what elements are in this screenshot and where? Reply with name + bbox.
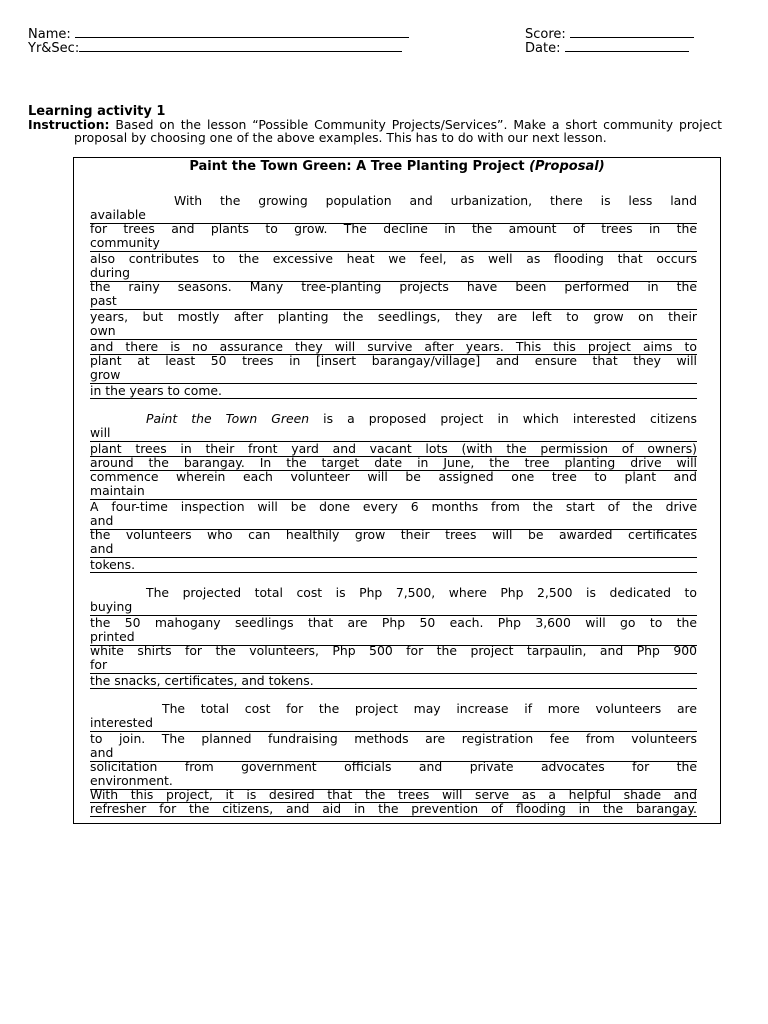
proposal-line bbox=[90, 586, 697, 616]
name-blank[interactable] bbox=[75, 26, 409, 38]
proposal-line bbox=[90, 732, 697, 762]
proposal-line bbox=[90, 470, 697, 500]
date-field bbox=[525, 40, 689, 56]
proposal-title: Paint the Town Green: A Tree Planting Project (Proposal) bbox=[189, 159, 605, 174]
line-text: refresher for the citizens, and aid in the prevention of flooding in the barangay. bbox=[90, 801, 697, 816]
line-wrap-text: maintain bbox=[90, 483, 145, 498]
line-wrap-text: and bbox=[90, 541, 114, 556]
line-text: white shirts for the volunteers, Php 500 for the project tarpaulin, and Php 900 bbox=[90, 643, 697, 658]
proposal-line bbox=[90, 310, 697, 340]
line-text: tokens. bbox=[90, 557, 136, 572]
proposal-line bbox=[90, 194, 697, 224]
date-label: Date: bbox=[525, 41, 561, 56]
proposal-line bbox=[90, 760, 697, 790]
proposal-line bbox=[90, 702, 697, 732]
yrsec-label: Yr&Sec: bbox=[28, 41, 80, 56]
proposal-line bbox=[90, 558, 697, 573]
score-label: Score: bbox=[525, 27, 566, 42]
proposal-line bbox=[90, 384, 697, 399]
line-wrap-text: past bbox=[90, 293, 117, 308]
instruction bbox=[28, 118, 722, 144]
line-wrap-text: and bbox=[90, 745, 114, 760]
line-wrap-text: buying bbox=[90, 599, 133, 614]
proposal-line bbox=[90, 500, 697, 530]
date-blank[interactable] bbox=[565, 40, 689, 52]
line-wrap-text: for bbox=[90, 657, 108, 672]
line-text: solicitation from government officials and private advocates for the bbox=[90, 759, 697, 774]
line-text: the rainy seasons. Many tree-planting projects have been performed in the bbox=[90, 279, 697, 294]
line-text: With this project, it is desired that the trees will serve as a helpful shade and bbox=[90, 787, 697, 802]
proposal-box bbox=[73, 157, 721, 824]
line-text: the 50 mahogany seedlings that are Php 50 each. Php 3,600 will go to the bbox=[90, 615, 697, 630]
line-wrap-text: environment. bbox=[90, 773, 173, 788]
line-text: The total cost for the project may increase if more volunteers are bbox=[162, 701, 697, 716]
proposal-line bbox=[90, 674, 697, 689]
line-wrap-text: community bbox=[90, 235, 160, 250]
line-text: plant at least 50 trees in [insert barangay/village] and ensure that they will bbox=[90, 353, 697, 368]
line-text: Paint the Town Green is a proposed project in which interested citizens bbox=[146, 411, 697, 426]
score-blank[interactable] bbox=[570, 26, 694, 38]
proposal-line bbox=[90, 616, 697, 646]
line-text: The projected total cost is Php 7,500, where Php 2,500 is dedicated to bbox=[146, 585, 697, 600]
line-text: With the growing population and urbanization, there is less land bbox=[174, 193, 697, 208]
proposal-line bbox=[90, 354, 697, 384]
line-wrap-text: and bbox=[90, 513, 114, 528]
proposal-line bbox=[90, 528, 697, 558]
activity-title: Learning activity 1 bbox=[28, 104, 166, 119]
line-wrap-text: printed bbox=[90, 629, 135, 644]
line-wrap-text: during bbox=[90, 265, 130, 280]
line-text: for trees and plants to grow. The decline in the amount of trees in the bbox=[90, 221, 697, 236]
line-wrap-text: will bbox=[90, 425, 111, 440]
yrsec-blank[interactable] bbox=[79, 40, 402, 52]
line-text: A four-time inspection will be done every 6 months from the start of the drive bbox=[90, 499, 697, 514]
line-text: in the years to come. bbox=[90, 383, 222, 398]
proposal-line bbox=[90, 252, 697, 282]
yrsec-field bbox=[28, 40, 402, 56]
line-text: and there is no assurance they will survive after years. This this project aims to bbox=[90, 339, 697, 354]
instruction-text: Based on the lesson “Possible Community Projects/Services”. Make a short community project proposal by choosing one of the above examples. This has to do with our next lesson. bbox=[74, 117, 722, 145]
line-text: to join. The planned fundraising methods are registration fee from volunteers bbox=[90, 731, 697, 746]
proposal-line bbox=[90, 644, 697, 674]
line-wrap-text: available bbox=[90, 207, 146, 222]
proposal-line bbox=[90, 222, 697, 252]
line-text: also contributes to the excessive heat we feel, as well as flooding that occurs bbox=[90, 251, 697, 266]
instruction-label: Instruction: bbox=[28, 117, 110, 132]
line-wrap-text: grow bbox=[90, 367, 121, 382]
proposal-line bbox=[90, 412, 697, 442]
line-text: around the barangay. In the target date in June, the tree planting drive will bbox=[90, 455, 697, 470]
line-text: commence wherein each volunteer will be assigned one tree to plant and bbox=[90, 469, 697, 484]
line-text: plant trees in their front yard and vacant lots (with the permission of owners) bbox=[90, 441, 697, 456]
proposal-line bbox=[90, 802, 697, 817]
proposal-line bbox=[90, 280, 697, 310]
line-text: years, but mostly after planting the seedlings, they are left to grow on their bbox=[90, 309, 697, 324]
name-label: Name: bbox=[28, 27, 71, 42]
line-wrap-text: own bbox=[90, 323, 116, 338]
line-wrap-text: interested bbox=[90, 715, 154, 730]
line-text: the volunteers who can healthily grow their trees will be awarded certificates bbox=[90, 527, 697, 542]
line-text: the snacks, certificates, and tokens. bbox=[90, 673, 314, 688]
